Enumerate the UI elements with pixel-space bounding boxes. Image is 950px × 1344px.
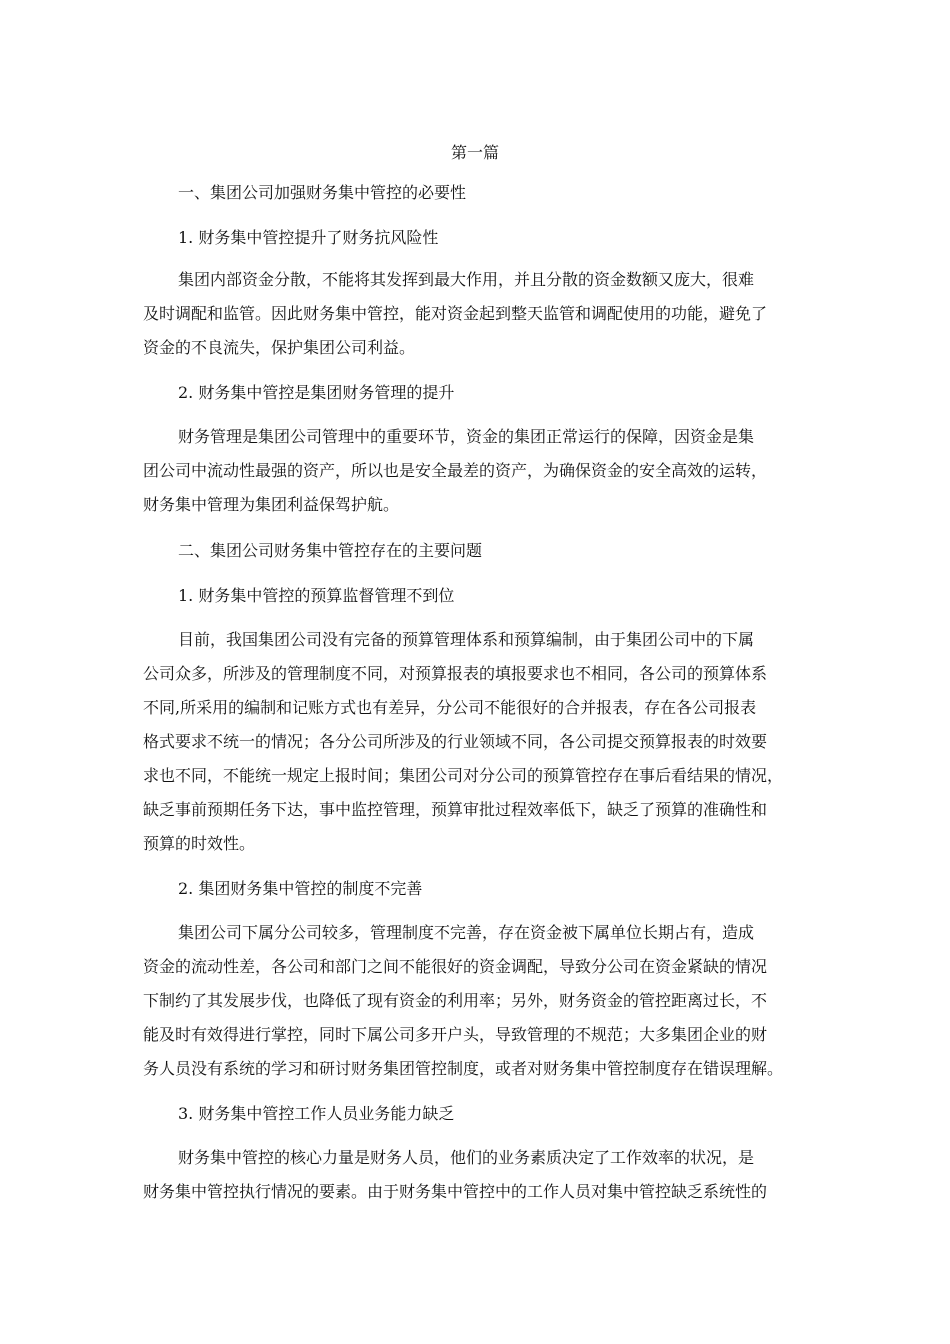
- paragraph-line: 资金的不良流失，保护集团公司利益。: [143, 338, 416, 357]
- paragraph-line: 缺乏事前预期任务下达，事中监控管理，预算审批过程效率低下，缺乏了预算的准确性和: [143, 800, 768, 819]
- section-heading-2: 二、集团公司财务集中管控存在的主要问题: [178, 541, 483, 560]
- paragraph-line: 能及时有效得进行掌控，同时下属公司多开户头，导致管理的不规范；大多集团企业的财: [143, 1025, 768, 1044]
- subsection-heading-1-1: 1. 财务集中管控提升了财务抗风险性: [178, 228, 439, 247]
- section-heading-1: 一、集团公司加强财务集中管控的必要性: [178, 183, 467, 202]
- paragraph-line: 及时调配和监管。因此财务集中管控，能对资金起到整天监管和调配使用的功能，避免了: [143, 304, 768, 323]
- subsection-heading-2-1: 1. 财务集中管控的预算监督管理不到位: [178, 586, 455, 605]
- paragraph-line: 团公司中流动性最强的资产，所以也是安全最差的资产，为确保资金的安全高效的运转，: [143, 461, 768, 480]
- paragraph-line: 集团公司下属分公司较多，管理制度不完善，存在资金被下属单位长期占有，造成: [178, 923, 755, 942]
- subsection-heading-2-3: 3. 财务集中管控工作人员业务能力缺乏: [178, 1104, 455, 1123]
- paragraph-line: 集团内部资金分散，不能将其发挥到最大作用，并且分散的资金数额又庞大，很难: [178, 270, 755, 289]
- paragraph-line: 财务集中管控执行情况的要素。由于财务集中管控中的工作人员对集中管控缺乏系统性的: [143, 1182, 768, 1201]
- paragraph-line: 务人员没有系统的学习和研讨财务集团管控制度，或者对财务集中管控制度存在错误理解。: [143, 1059, 784, 1078]
- paragraph-line: 财务集中管理为集团利益保驾护航。: [143, 495, 400, 514]
- paragraph-line: 下制约了其发展步伐，也降低了现有资金的利用率；另外，财务资金的管控距离过长，不: [143, 991, 768, 1010]
- paragraph-line: 财务管理是集团公司管理中的重要环节，资金的集团正常运行的保障，因资金是集: [178, 427, 755, 446]
- subsection-heading-2-2: 2. 集团财务集中管控的制度不完善: [178, 879, 423, 898]
- paragraph-line: 财务集中管控的核心力量是财务人员，他们的业务素质决定了工作效率的状况，是: [178, 1148, 755, 1167]
- document-title: 第一篇: [450, 143, 499, 162]
- paragraph-line: 预算的时效性。: [143, 834, 256, 853]
- paragraph-line: 公司众多，所涉及的管理制度不同，对预算报表的填报要求也不相同，各公司的预算体系: [143, 664, 768, 683]
- paragraph-line: 目前，我国集团公司没有完备的预算管理体系和预算编制，由于集团公司中的下属: [178, 630, 755, 649]
- paragraph-line: 格式要求不统一的情况；各分公司所涉及的行业领域不同，各公司提交预算报表的时效要: [143, 732, 768, 751]
- paragraph-line: 不同,所采用的编制和记账方式也有差异，分公司不能很好的合并报表，存在各公司报表: [143, 698, 757, 717]
- paragraph-line: 资金的流动性差，各公司和部门之间不能很好的资金调配，导致分公司在资金紧缺的情况: [143, 957, 768, 976]
- subsection-heading-1-2: 2. 财务集中管控是集团财务管理的提升: [178, 383, 455, 402]
- paragraph-line: 求也不同，不能统一规定上报时间；集团公司对分公司的预算管控存在事后看结果的情况，: [143, 766, 784, 785]
